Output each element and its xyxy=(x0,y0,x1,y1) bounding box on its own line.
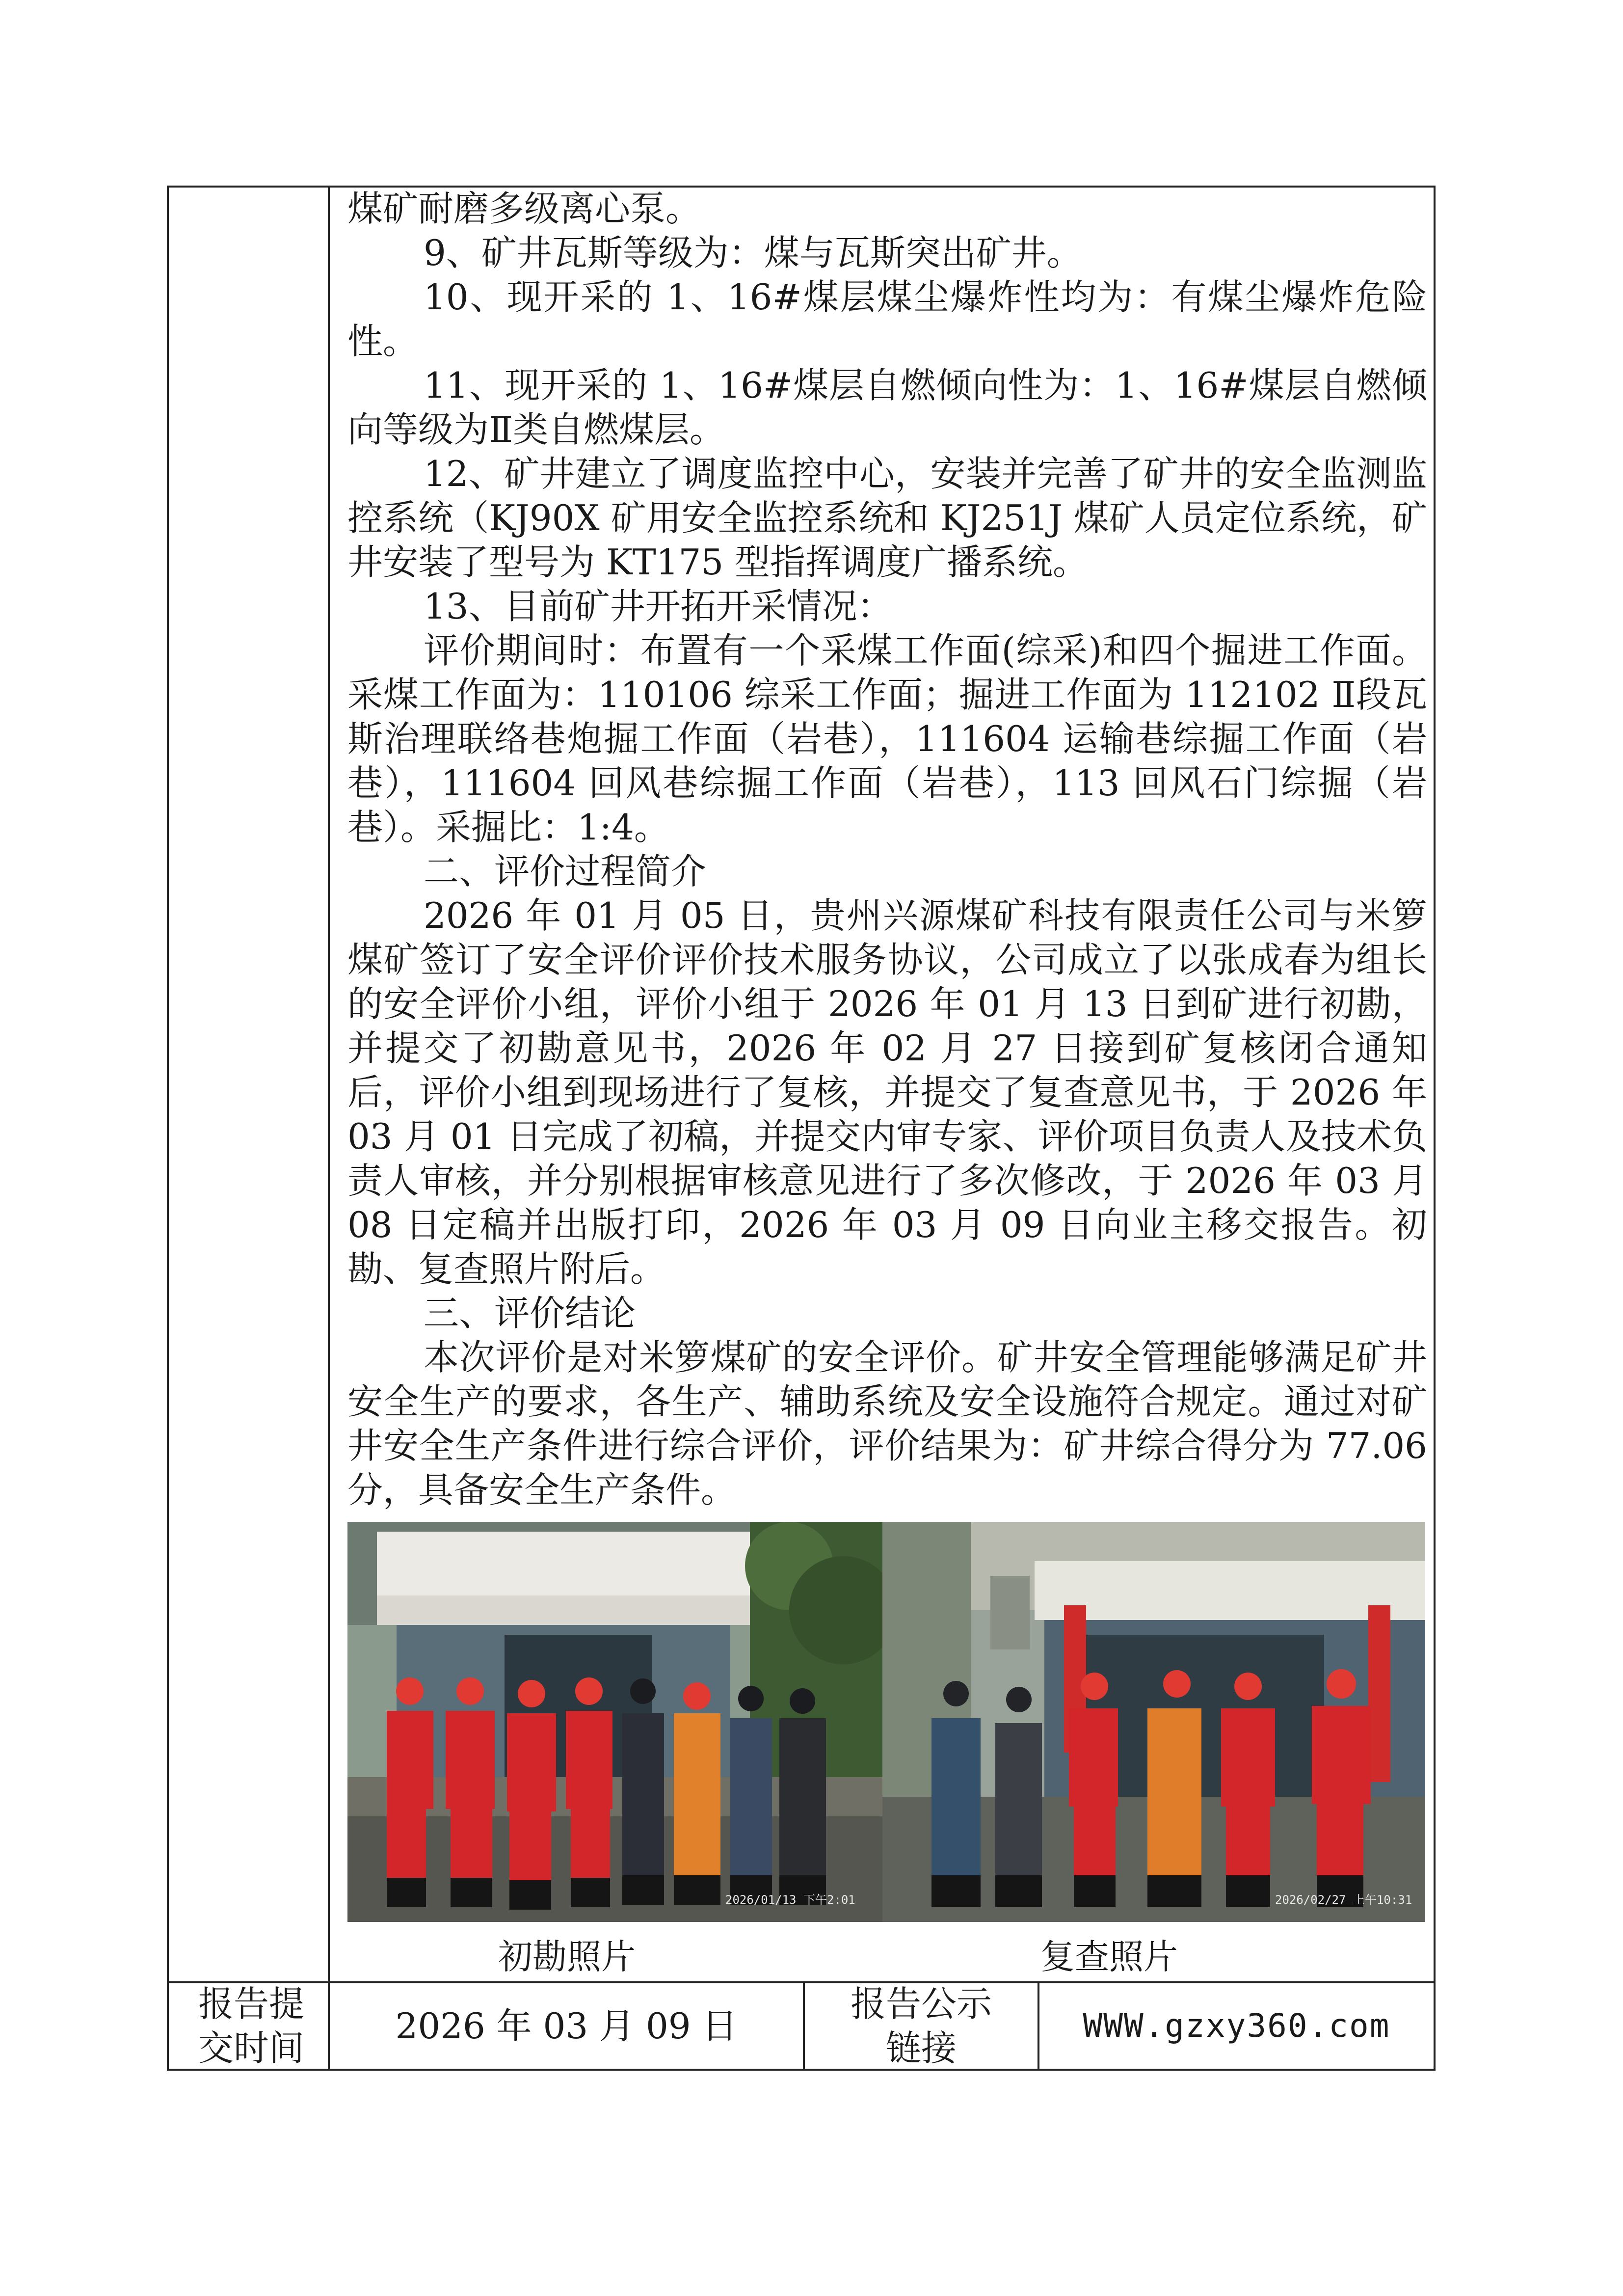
initial-inspection-photo xyxy=(347,1522,882,1922)
body-paragraph: 煤矿耐磨多级离心泵。 xyxy=(347,188,701,229)
body-paragraph: 二、评价过程简介 xyxy=(424,851,707,892)
photo-timestamp-right: 2026/02/27 上午10:31 xyxy=(1275,1893,1412,1907)
body-paragraph: 9、矿井瓦斯等级为：煤与瓦斯突出矿井。 xyxy=(424,232,1082,273)
review-photo xyxy=(882,1522,1425,1922)
submit-time-label: 报告提交时间 xyxy=(198,1983,304,2069)
body-paragraph: 本次评价是对米箩煤矿的安全评价。矿井安全管理能够满足矿井安全生产的要求，各生产、辅助系统及安全设施符合规定。通过对矿井安全生产条件进行综合评价，评价结果为：矿井综合得分为 77.06 分，具备安全生产条件。 xyxy=(347,1337,1427,1511)
submit-date: 2026 年 03 月 09 日 xyxy=(395,2005,738,2047)
photo-strip xyxy=(347,1522,1425,1922)
body-paragraph: 13、目前矿井开拓开采情况： xyxy=(424,586,893,627)
photo-timestamp-left: 2026/01/13 下午2:01 xyxy=(725,1893,855,1907)
body-paragraph: 评价期间时：布置有一个采煤工作面(综采)和四个掘进工作面。采煤工作面为：110106 综采工作面；掘进工作面为 112102 Ⅱ段瓦斯治理联络巷炮掘工作面（岩巷），111604 运输巷综掘工作面（岩巷），111604 回风巷综掘工作面（岩巷），113 回风石门综掘（岩巷）。采掘比：1:4。 xyxy=(347,630,1427,848)
body-paragraph: 10、现开采的 1、16#煤层煤尘爆炸性均为：有煤尘爆炸危险性。 xyxy=(347,276,1427,362)
body-paragraph: 12、矿井建立了调度监控中心，安装并完善了矿井的安全监测监控系统（KJ90X 矿用安全监控系统和 KJ251J 煤矿人员定位系统，矿井安装了型号为 KT175 型指挥调度广播系统。 xyxy=(347,453,1427,583)
body-paragraph: 三、评价结论 xyxy=(424,1293,636,1334)
public-link-label: 报告公示链接 xyxy=(850,1983,992,2069)
body-paragraph: 11、现开采的 1、16#煤层自燃倾向性为：1、16#煤层自燃倾向等级为Ⅱ类自燃煤层。 xyxy=(347,365,1427,450)
photo-caption-initial: 初勘照片 xyxy=(498,1937,636,1977)
public-link-url[interactable]: WWW.gzxy360.com xyxy=(1083,2007,1390,2045)
report-body-text xyxy=(347,187,1427,1512)
body-paragraph: 2026 年 01 月 05 日，贵州兴源煤矿科技有限责任公司与米箩煤矿签订了安全评价评价技术服务协议，公司成立了以张成春为组长的安全评价小组，评价小组于 2026 年 01 月 13 日到矿进行初勘，并提交了初勘意见书，2026 年 02 月 27 日接到矿复核闭合通知后，评价小组到现场进行了复核，并提交了复查意见书，于 2026 年 03 月 01 日完成了初稿，并提交内审专家、评价项目负责人及技术负责人审核，并分别根据审核意见进行了多次修改，于 2026 年 03 月 08 日定稿并出版打印，2026 年 03 月 09 日向业主移交报告。初勘、复查照片附后。 xyxy=(347,895,1427,1290)
photo-caption-review: 复查照片 xyxy=(1040,1937,1178,1977)
table-divider-left xyxy=(328,186,330,2071)
